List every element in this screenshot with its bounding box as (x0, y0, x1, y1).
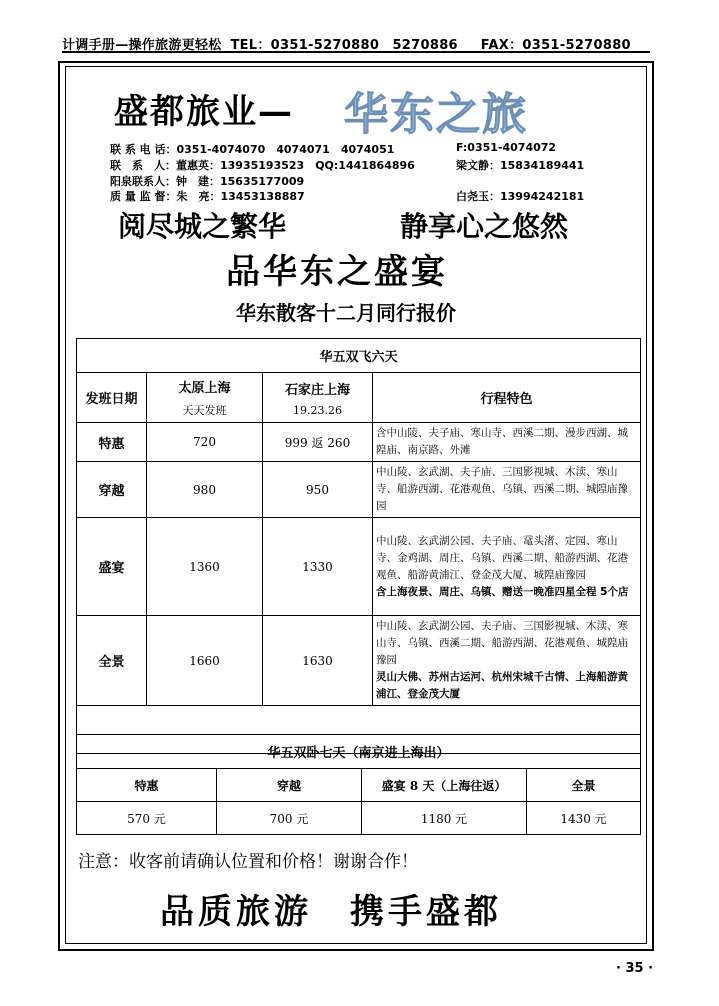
table-row (77, 423, 641, 462)
col-taiyuan-title: 太原上海 (178, 381, 231, 396)
table2-price: 700 元 (217, 802, 362, 835)
table2-header: 全景 (527, 769, 641, 802)
price-table-flight (76, 338, 641, 754)
row-name: 穿越 (77, 462, 147, 518)
table1-title: 华五双飞六天 (77, 339, 641, 373)
price-taiyuan: 980 (147, 462, 263, 518)
row-name: 盛宴 (77, 518, 147, 616)
slogan-left: 阅尽城之繁华 (118, 210, 287, 243)
price-taiyuan: 1660 (147, 616, 263, 706)
price-taiyuan: 1360 (147, 518, 263, 616)
contact-person: 联 系 人：董惠英：13935193523 QQ:1441864896 (110, 159, 415, 172)
price-shijiazhuang: 1630 (263, 616, 373, 706)
price-shijiazhuang: 1330 (263, 518, 373, 616)
contact-bai: 白尧玉：13994242181 (456, 190, 585, 203)
brand-name: 盛都旅业— (114, 92, 294, 132)
slogan-right: 静享心之悠然 (400, 210, 569, 243)
subheadline: 华东散客十二月同行报价 (236, 301, 456, 325)
header-tel: TEL：0351-5270880 5270886 (230, 38, 458, 53)
col-shijiazhuang-sub: 19.23.26 (293, 403, 342, 417)
table2-title: 华五双卧七天（南京进上海出） (77, 735, 641, 769)
header-manual: 计调手册—操作旅游更轻松 (62, 38, 222, 53)
page-number: · 35 · (616, 961, 654, 976)
price-shijiazhuang: 950 (263, 462, 373, 518)
table2-price: 1430 元 (527, 802, 641, 835)
table2-price: 1180 元 (362, 802, 527, 835)
row-features (373, 616, 641, 706)
row-features (373, 423, 641, 462)
col-taiyuan-sub: 天天发班 (182, 404, 227, 417)
price-shijiazhuang: 999 返 260 (263, 423, 373, 462)
contact-quality: 质 量 监 督：朱 亮：13453138887 (110, 190, 305, 203)
price-table-train (76, 734, 641, 835)
brand-art-title: 华东之旅 (344, 89, 528, 140)
features-text: 含中山陵、夫子庙、寒山寺、西溪二期、漫步西湖、城隍庙、南京路、外滩 (376, 427, 628, 456)
contact-liang: 梁文静：15834189441 (456, 159, 585, 172)
price-taiyuan: 720 (147, 423, 263, 462)
notice-text: 注意：收客前请确认位置和价格！谢谢合作！ (78, 852, 418, 872)
col-taiyuan-header (147, 373, 263, 423)
features-highlight: 灵山大佛、苏州古运河、杭州宋城千古情、上海船游黄浦江、登金茂大厦 (376, 671, 628, 700)
features-highlight: 含上海夜景、周庄、乌镇、赠送一晚准四星全程 5个店 (376, 585, 629, 598)
row-features (373, 518, 641, 616)
table2-price: 570 元 (77, 802, 217, 835)
table2-header: 盛宴 8 天（上海往返） (362, 769, 527, 802)
table2-header: 特惠 (77, 769, 217, 802)
col-features-header: 行程特色 (373, 373, 641, 423)
table-row (77, 518, 641, 616)
row-name: 全景 (77, 616, 147, 706)
col-shijiazhuang-header (263, 373, 373, 423)
header-rule (62, 51, 650, 53)
headline: 品华东之盛宴 (226, 252, 448, 292)
contact-phone: 联 系 电 话：0351-4074070 4074071 4074051 (110, 143, 395, 156)
contact-fax: F:0351-4074072 (456, 141, 557, 154)
footer-slogan: 品质旅游 携手盛都 (160, 892, 502, 932)
table-row (77, 462, 641, 518)
row-features (373, 462, 641, 518)
header-fax: FAX：0351-5270880 (480, 38, 631, 53)
features-text: 中山陵、玄武湖公园、夫子庙、三国影视城、木渎、寒山寺、乌镇、西溪二期、船游西湖、花港观鱼、城隍庙豫园 (376, 620, 628, 666)
table-row (77, 616, 641, 706)
contact-yangquan: 阳泉联系人：钟 建：15635177009 (110, 175, 305, 188)
row-name: 特惠 (77, 423, 147, 462)
col-shijiazhuang-title: 石家庄上海 (284, 382, 350, 398)
features-text: 中山陵、玄武湖、夫子庙、三国影视城、木渎、寒山寺、船游西湖、花港观鱼、乌镇、西溪二期、城隍庙豫园 (376, 466, 628, 512)
table2-header: 穿越 (217, 769, 362, 802)
features-text: 中山陵、玄武湖公园、夫子庙、鼋头渚、定园、寒山寺、金鸡湖、周庄、乌镇、西溪二期、船游西湖、花港观鱼、船游黄浦江、登金茂大厦、城隍庙豫园 (376, 534, 628, 581)
col-date-header: 发班日期 (77, 373, 147, 423)
